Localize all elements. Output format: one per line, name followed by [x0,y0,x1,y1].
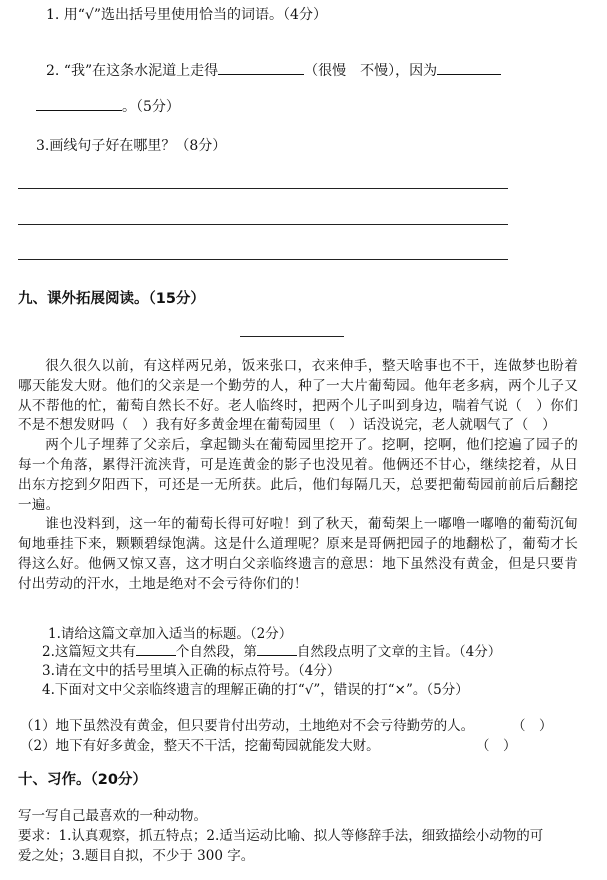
question-2-middle: （很慢 不慢），因为 [304,63,438,79]
section-10-heading: 十、习作。（20分） [18,772,147,788]
essay-prompt: 写一写自己最喜欢的一种动物。 [18,808,207,824]
passage-paragraph-2: 两个儿子埋葬了父亲后，拿起锄头在葡萄园里挖开了。挖啊，挖啊，他们挖遍了园子的每一个角落，累得汗流浃背，可是连黄金的影子也没见着。他俩还不甘心，继续挖着，从日出东方挖到夕阳西下，可还是一无所获。此后，他们每隔几天，总要把葡萄园前前后后翻挖一遍。 [18,437,578,513]
judge-item-1-answer[interactable]: （ ） [512,718,553,734]
answer-line[interactable] [18,224,508,225]
answer-line[interactable] [18,188,508,189]
passage-paragraph-3: 谁也没料到，这一年的葡萄长得可好啦！到了秋天，葡萄架上一嘟噜一嘟噜的葡萄沉甸甸地垂挂下来，颗颗碧绿饱满。这是什么道理呢？原来是哥俩把园子的地翻松了，葡萄才长得这么好。他俩又惊又喜，这才明白父亲临终遗言的意思：地下虽然没有黄金，但是只要肯付出劳动的汗水，土地是绝对不会亏待你们的！ [18,516,578,592]
sub-question-2-part-c: 自然段点明了文章的主旨。（4分） [296,644,502,660]
sub-question-3: 3.请在文中的括号里填入正确的标点符号。（4分） [42,663,341,679]
answer-blank[interactable] [437,60,501,75]
answer-blank[interactable] [257,641,297,656]
essay-requirements-line-1: 要求：1.认真观察，抓五特点；2.适当运动比喻、拟人等修辞手法，细致描绘小动物的可 [18,828,544,844]
question-3: 3.画线句子好在哪里？（8分） [36,138,227,154]
section-9-heading: 九、课外拓展阅读。（15分） [18,291,205,307]
reading-passage [18,357,578,595]
passage-paragraph-1: 很久很久以前，有这样两兄弟，饭来张口，衣来伸手，整天啥事也不干，连做梦也盼着哪天能发大财。他们的父亲是一个勤劳的人，种了一大片葡萄园。他年老多病，两个儿子又从不帮他的忙，葡萄自然长不好。老人临终时，把两个儿子叫到身边，喘着气说（ ）你们不是不想发财吗（ ）我有好多黄金埋在葡萄园里（ ）话没说完，老人就咽气了（ ） [18,358,578,434]
sub-question-1: 1.请给这篇文章加入适当的标题。（2分） [48,626,293,642]
sub-question-2-part-a: 2.这篇短文共有 [42,644,136,660]
question-1: 1. 用“√”选出括号里使用恰当的词语。（4分） [46,7,327,23]
question-2-suffix: 。（5分） [122,99,180,115]
answer-line[interactable] [18,259,508,260]
title-blank[interactable] [240,336,344,337]
sub-question-2 [42,640,501,660]
essay-requirements-line-2: 爱之处；3.题目自拟，不少于 300 字。 [18,848,255,864]
answer-blank[interactable] [36,96,122,111]
sub-question-4: 4.下面对文中父亲临终遗言的理解正确的打“√”，错误的打“×”。（5分） [42,682,469,698]
answer-blank[interactable] [136,641,176,656]
judge-item-2: （2）地下有好多黄金，整天不干活，挖葡萄园就能发大财。 [20,738,380,754]
question-2 [46,60,501,80]
sub-question-2-part-b: 个自然段，第 [175,644,257,660]
answer-blank[interactable] [218,60,304,75]
question-2-cont [36,96,180,116]
judge-item-1: （1）地下虽然没有黄金，但只要肯付出劳动，土地绝对不会亏待勤劳的人。 [20,718,475,734]
judge-item-2-answer[interactable]: （ ） [476,738,517,754]
question-2-prefix: 2. “我”在这条水泥道上走得 [46,63,219,79]
